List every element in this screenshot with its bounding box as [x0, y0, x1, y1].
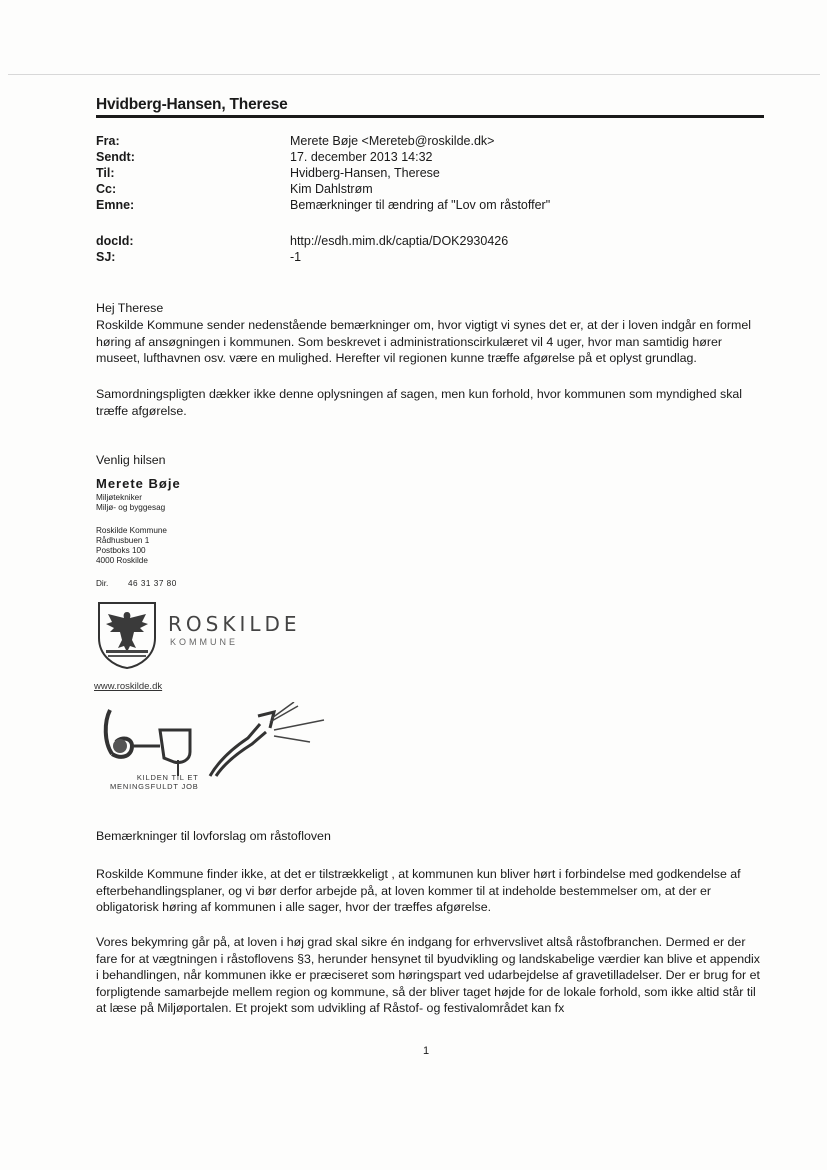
- sj-label: SJ:: [96, 250, 116, 264]
- signature-title-2: Miljø- og byggesag: [96, 503, 166, 512]
- website-link[interactable]: www.roskilde.dk: [94, 681, 163, 692]
- message-paragraph-1: Roskilde Kommune sender nedenstående bemærkninger om, hvor vigtigt vi synes det er, at der i loven indgår en formel høring af ansøgningen i kommunen. Som beskrevet i administrationscirkulæret vil 4 uger, hvor man samtidig hører museet, lufthavnen osv. være en mulighed. Herefter vil regionen kunne træffe afgørelse på et oplyst grundlag.: [96, 318, 751, 365]
- header-rule: [96, 115, 764, 118]
- message-paragraph-2: Samordningspligten dækker ikke denne oplysningen af sagen, men kun forhold, hvor kommunen som myndighed skal træffe afgørelse.: [96, 387, 743, 418]
- signature-city: 4000 Roskilde: [96, 556, 148, 565]
- sj-value: -1: [290, 250, 302, 264]
- greeting: Hej Therese: [96, 301, 164, 315]
- sent-label: Sendt:: [96, 150, 135, 164]
- mailbox-owner-name: Hvidberg-Hansen, Therese: [96, 96, 288, 113]
- cc-label: Cc:: [96, 182, 117, 196]
- job-tagline-line-1: KILDEN TIL ET: [136, 773, 199, 782]
- subject-label: Emne:: [96, 198, 135, 212]
- page-number: 1: [423, 1045, 430, 1057]
- scan-top-line: [8, 74, 820, 75]
- sent-value: 17. december 2013 14:32: [290, 150, 433, 164]
- job-tagline-line-2: MENINGSFULDT JOB: [110, 782, 199, 791]
- cc-value: Kim Dahlstrøm: [290, 182, 373, 196]
- from-value: Merete Bøje <Mereteb@roskilde.dk>: [290, 134, 495, 148]
- attachment-paragraph-1: Roskilde Kommune finder ikke, at det er tilstrækkeligt , at kommunen kun bliver hørt i forbindelse med godkendelse af efterbehandlingsplaner, og vi bør derfor arbejde på, at loven kommer til at indeholde bestemmelser om, at der er obligatorisk høring af kommunen i alle sager, hvor der træffes afgørelse.: [96, 867, 741, 914]
- to-value: Hvidberg-Hansen, Therese: [290, 166, 440, 180]
- job-campaign-logo-icon: [98, 702, 338, 782]
- attachment-heading: Bemærkninger til lovforslag om råstofloven: [96, 829, 331, 843]
- coat-of-arms-icon: [96, 600, 158, 670]
- subject-value: Bemærkninger til ændring af "Lov om råstoffer": [290, 198, 551, 212]
- dir-label: Dir.: [96, 579, 109, 588]
- to-label: Til:: [96, 166, 115, 180]
- closing: Venlig hilsen: [96, 453, 166, 467]
- job-tagline: [110, 773, 199, 791]
- logo-wordmark: ROSKILDE: [168, 612, 301, 636]
- signature-pobox: Postboks 100: [96, 546, 146, 555]
- attachment-paragraph-2: Vores bekymring går på, at loven i høj grad skal sikre én indgang for erhvervslivet altså råstofbranchen. Dermed er der fare for at vægtningen i råstoflovens §3, herunder hensynet til byudvikling og landskabelige værdier kan blive et appendix i behandlingen, når kommunen ikke er præciseret som høringspart ved udarbejdelse af gravetilladelser. Der er brug for et forpligtende samarbejde mellem region og kommune, så der bliver taget højde for de lokale forhold, som ikke altid står til at læse på Miljøportalen. Et projekt som udvikling af Råstof- og festivalområdet kan fx: [96, 935, 760, 1015]
- dir-phone: 46 31 37 80: [128, 579, 177, 588]
- from-label: Fra:: [96, 134, 120, 148]
- docid-label: docId:: [96, 234, 134, 248]
- logo-subtitle: KOMMUNE: [170, 637, 238, 647]
- signature-name: Merete Bøje: [96, 476, 181, 491]
- signature-title-1: Miljøtekniker: [96, 493, 142, 502]
- signature-org: Roskilde Kommune: [96, 526, 167, 535]
- signature-street: Rådhusbuen 1: [96, 536, 150, 545]
- docid-value: http://esdh.mim.dk/captia/DOK2930426: [290, 234, 509, 248]
